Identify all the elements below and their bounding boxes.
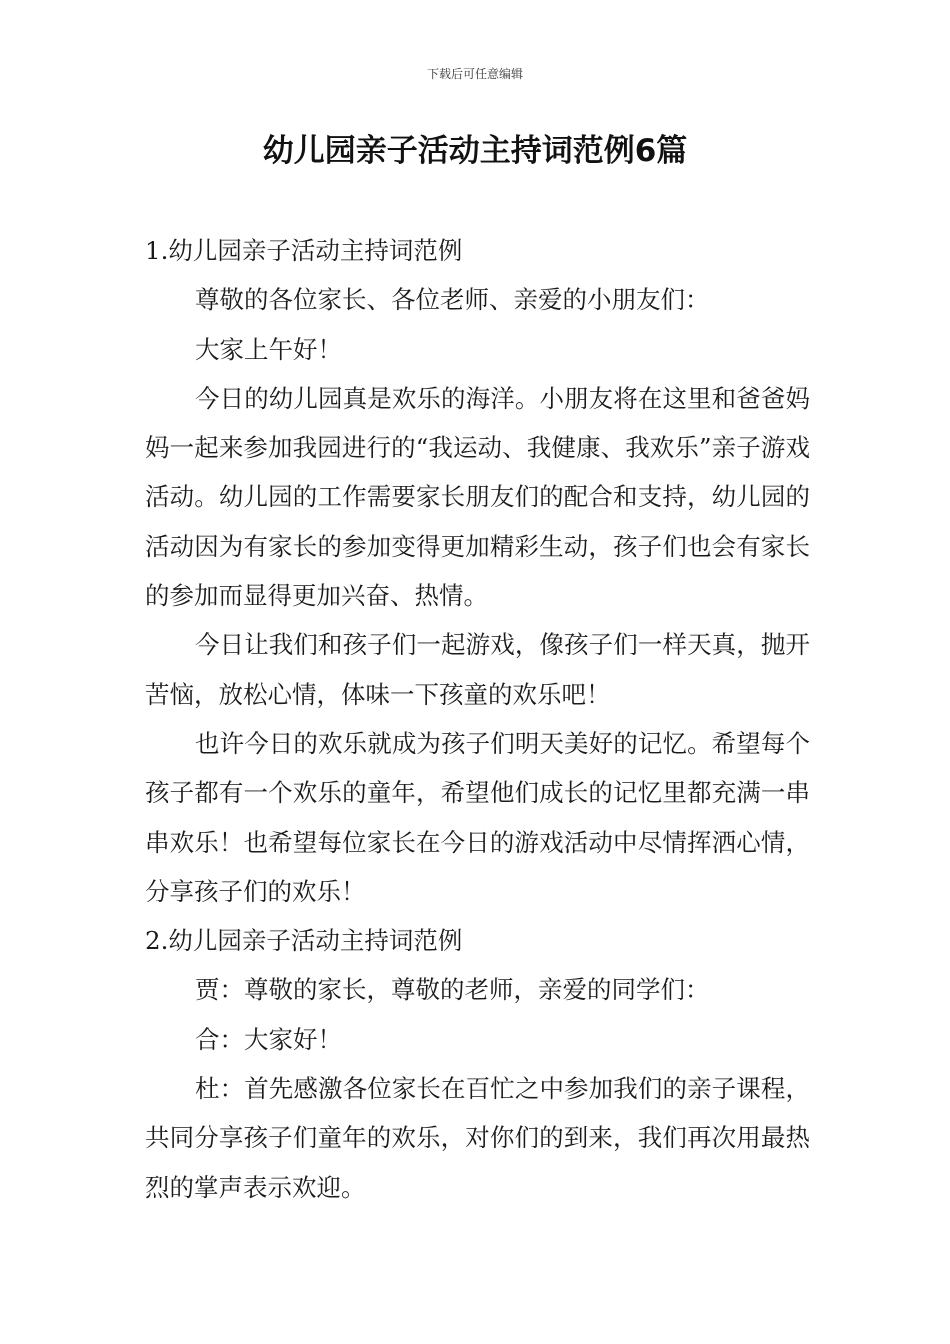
section-1-paragraph: 尊敬的各位家长、各位老师、亲爱的小朋友们： <box>195 285 710 315</box>
section-2-paragraph: 合：大家好！ <box>195 1024 342 1054</box>
header-note: 下载后可任意编辑 <box>426 67 523 81</box>
section-heading-1: 1.幼儿园亲子活动主持词范例 <box>145 236 463 265</box>
section-1-paragraph: 大家上午好！ <box>195 334 342 364</box>
section-2-paragraph: 贾：尊敬的家长，尊敬的老师，亲爱的同学们： <box>195 975 710 1005</box>
section-1-paragraph: 今日让我们和孩子们一起游戏，像孩子们一样天真，抛开苦恼，放松心情，体味一下孩童的欢乐吧！ <box>145 630 810 709</box>
document-body <box>145 226 810 1212</box>
section-2-paragraph: 杜：首先感激各位家长在百忙之中参加我们的亲子课程，共同分享孩子们童年的欢乐，对你们的到来，我们再次用最热烈的掌声表示欢迎。 <box>145 1074 810 1202</box>
section-1-paragraph: 也许今日的欢乐就成为孩子们明天美好的记忆。希望每个孩子都有一个欢乐的童年，希望他们成长的记忆里都充满一串串欢乐！也希望每位家长在今日的游戏活动中尽情挥洒心情，分享孩子们的欢乐！ <box>145 728 810 906</box>
section-heading-2: 2.幼儿园亲子活动主持词范例 <box>145 926 463 956</box>
section-1-paragraph: 今日的幼儿园真是欢乐的海洋。小朋友将在这里和爸爸妈妈一起来参加我园进行的“我运动、我健康、我欢乐”亲子游戏活动。幼儿园的工作需要家长朋友们的配合和支持，幼儿园的活动因为有家长的参加变得更加精彩生动，孩子们也会有家长的参加而显得更加兴奋、热情。 <box>145 383 810 611</box>
document-title: 幼儿园亲子活动主持词范例6篇 <box>262 133 688 169</box>
